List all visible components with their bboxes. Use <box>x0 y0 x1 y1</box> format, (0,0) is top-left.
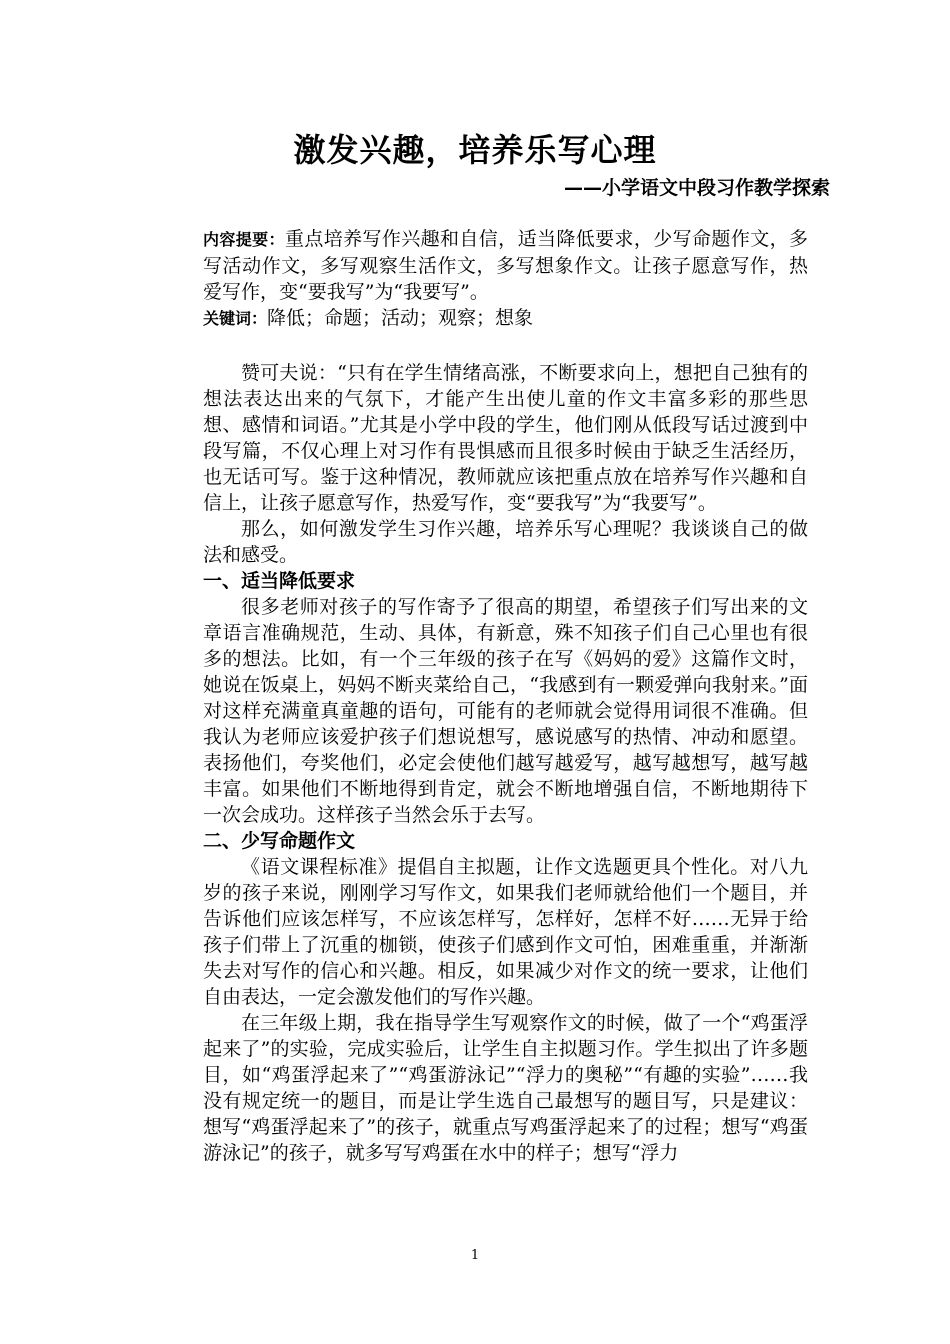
document-body <box>203 226 808 1166</box>
keywords <box>203 305 808 332</box>
intro-paragraph: 那么，如何激发学生习作兴趣，培养乐写心理呢？我谈谈自己的做法和感受。 <box>203 518 808 566</box>
abstract-label: 内容提要： <box>203 230 285 249</box>
section-heading: 一、适当降低要求 <box>203 570 356 592</box>
section-heading: 二、少写命题作文 <box>203 830 356 852</box>
keywords-text: 降低；命题；活动；观察；想象 <box>267 307 534 329</box>
abstract-text: 重点培养写作兴趣和自信，适当降低要求，少写命题作文，多写活动作文，多写观察生活作文，多写想象作文。让孩子愿意写作，热爱写作，变“要我写”为“我要写”。 <box>203 228 808 303</box>
document-title: 激发兴趣，培养乐写心理 <box>293 131 657 169</box>
keywords-label: 关键词： <box>203 309 268 328</box>
section-spacer <box>203 332 808 360</box>
page-number: 1 <box>470 1248 480 1263</box>
abstract <box>203 226 808 305</box>
section-paragraph: 很多老师对孩子的写作寄予了很高的期望，希望孩子们写出来的文章语言准确规范，生动、具体，有新意，殊不知孩子们自己心里也有很多的想法。比如，有一个三年级的孩子在写《妈妈的爱》这篇作文时，她说在饭桌上，妈妈不断夹菜给自己，“我感到有一颗爱弹向我射来。”面对这样充满童真童趣的语句，可能有的老师就会觉得用词很不准确。但我认为老师应该爱护孩子们想说想写，感说感写的热情、冲动和愿望。表扬他们，夸奖他们，必定会使他们越写越爱写，越写越想写，越写越丰富。如果他们不断地得到肯定，就会不断地增强自信，不断地期待下一次会成功。这样孩子当然会乐于去写。 <box>203 596 808 826</box>
section-paragraph: 在三年级上期，我在指导学生写观察作文的时候，做了一个“鸡蛋浮起来了”的实验，完成实验后，让学生自主拟题习作。学生拟出了许多题目，如“鸡蛋浮起来了”“鸡蛋游泳记”“浮力的奥秘”“有趣的实验”……我没有规定统一的题目，而是让学生选自己最想写的题目写，只是建议：想写“鸡蛋浮起来了”的孩子，就重点写鸡蛋浮起来了的过程；想写“鸡蛋游泳记”的孩子，就多写写鸡蛋在水中的样子；想写“浮力 <box>203 1012 808 1164</box>
document-subtitle: ——小学语文中段习作教学探索 <box>563 177 830 199</box>
intro-paragraph: 赞可夫说：“只有在学生情绪高涨，不断要求向上，想把自己独有的想法表达出来的气氛下，才能产生出使儿童的作文丰富多彩的那些思想、感情和词语。”尤其是小学中段的学生，他们刚从低段写话过渡到中段写篇，不仅心理上对习作有畏惧感而且很多时候由于缺乏生活经历，也无话可写。鉴于这种情况，教师就应该把重点放在培养写作兴趣和自信上，让孩子愿意写作，热爱写作，变“要我写”为“我要写”。 <box>203 362 808 514</box>
section-paragraph: 《语文课程标准》提倡自主拟题，让作文选题更具个性化。对八九岁的孩子来说，刚刚学习写作文，如果我们老师就给他们一个题目，并告诉他们应该怎样写，不应该怎样写，怎样好，怎样不好……无异于给孩子们带上了沉重的枷锁，使孩子们感到作文可怕，困难重重，并渐渐失去对写作的信心和兴趣。相反，如果减少对作文的统一要求，让他们自由表达，一定会激发他们的写作兴趣。 <box>203 856 808 1008</box>
